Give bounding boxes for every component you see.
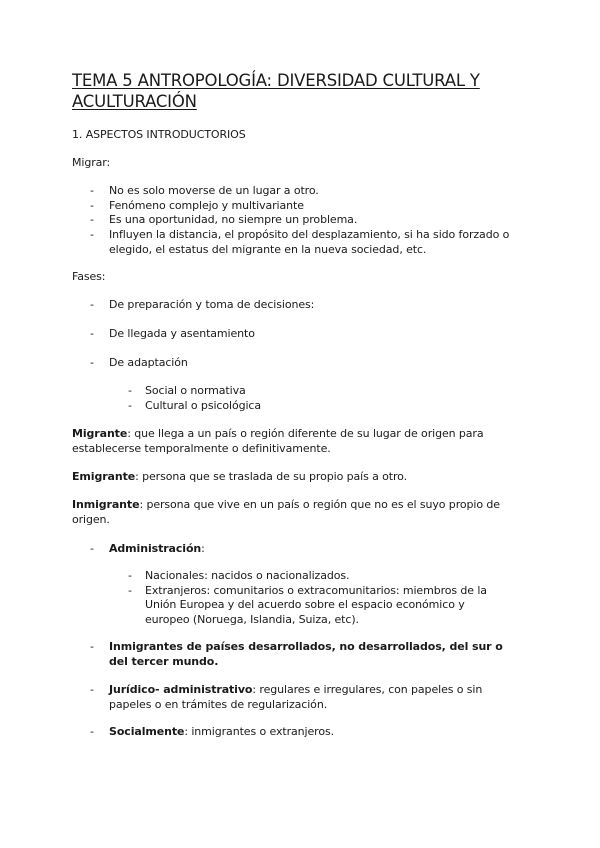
list-item: - Administración: bbox=[90, 542, 530, 557]
term-administracion: Administración bbox=[109, 542, 202, 555]
paises-item bbox=[90, 640, 520, 669]
list-item: - Extranjeros: comunitarios o extracomunitarios: miembros de la Unión Europea y del acuerdo sobre el espacio económico y europeo (Noruega, Islandia, Suiza, etc). bbox=[128, 584, 508, 628]
term-inmigrante: Inmigrante bbox=[72, 498, 140, 511]
fases-list-item-3 bbox=[90, 356, 530, 371]
migrar-list bbox=[90, 184, 530, 258]
list-item: - Inmigrantes de países desarrollados, no desarrollados, del sur o del tercer mundo. bbox=[90, 640, 520, 669]
list-item: - Socialmente: inmigrantes o extranjeros. bbox=[90, 725, 530, 740]
administracion-sublist bbox=[128, 569, 508, 628]
definition-inmigrante bbox=[72, 498, 528, 527]
juridico-item bbox=[90, 683, 520, 712]
socialmente-item bbox=[90, 725, 530, 740]
fases-heading: Fases: bbox=[72, 270, 106, 283]
term-migrante: Migrante bbox=[72, 427, 128, 440]
list-item: - Jurídico- administrativo: regulares e irregulares, con papeles o sin papeles o en trámites de regularización. bbox=[90, 683, 520, 712]
definition-text: : persona que vive en un país o región que no es el suyo propio de origen. bbox=[72, 498, 500, 526]
term-juridico: Jurídico- administrativo bbox=[109, 683, 253, 696]
definition-migrante bbox=[72, 427, 528, 456]
list-item: - No es solo moverse de un lugar a otro. bbox=[90, 184, 530, 199]
list-item: - Social o normativa bbox=[128, 384, 508, 399]
list-item: - Es una oportunidad, no siempre un problema. bbox=[90, 213, 530, 228]
list-item: - Cultural o psicológica bbox=[128, 399, 508, 414]
term-emigrante: Emigrante bbox=[72, 470, 136, 483]
fases-list-item-2 bbox=[90, 327, 530, 342]
administracion-item bbox=[90, 542, 530, 557]
list-item: - Fenómeno complejo y multivariante bbox=[90, 199, 530, 214]
definition-text: : que llega a un país o región diferente de su lugar de origen para establecerse temporalmente o definitivamente. bbox=[72, 427, 484, 455]
definition-text: : persona que se traslada de su propio país a otro. bbox=[135, 470, 408, 483]
fases-list-item-1 bbox=[90, 298, 530, 313]
list-item: - Nacionales: nacidos o nacionalizados. bbox=[128, 569, 508, 584]
list-item: - Influyen la distancia, el propósito del desplazamiento, si ha sido forzado o elegido, el estatus del migrante en la nueva sociedad, etc. bbox=[90, 228, 530, 257]
term-socialmente: Socialmente bbox=[109, 725, 185, 738]
list-item: - De llegada y asentamiento bbox=[90, 327, 530, 342]
migrar-heading: Migrar: bbox=[72, 156, 111, 169]
list-item: - De preparación y toma de decisiones: bbox=[90, 298, 530, 313]
definition-emigrante bbox=[72, 470, 528, 485]
list-item: - De adaptación bbox=[90, 356, 530, 371]
section-heading: 1. ASPECTOS INTRODUCTORIOS bbox=[72, 128, 246, 141]
document-title: TEMA 5 ANTROPOLOGÍA: DIVERSIDAD CULTURAL Y ACULTURACIÓN bbox=[72, 71, 480, 111]
adaptacion-sublist bbox=[128, 384, 508, 413]
